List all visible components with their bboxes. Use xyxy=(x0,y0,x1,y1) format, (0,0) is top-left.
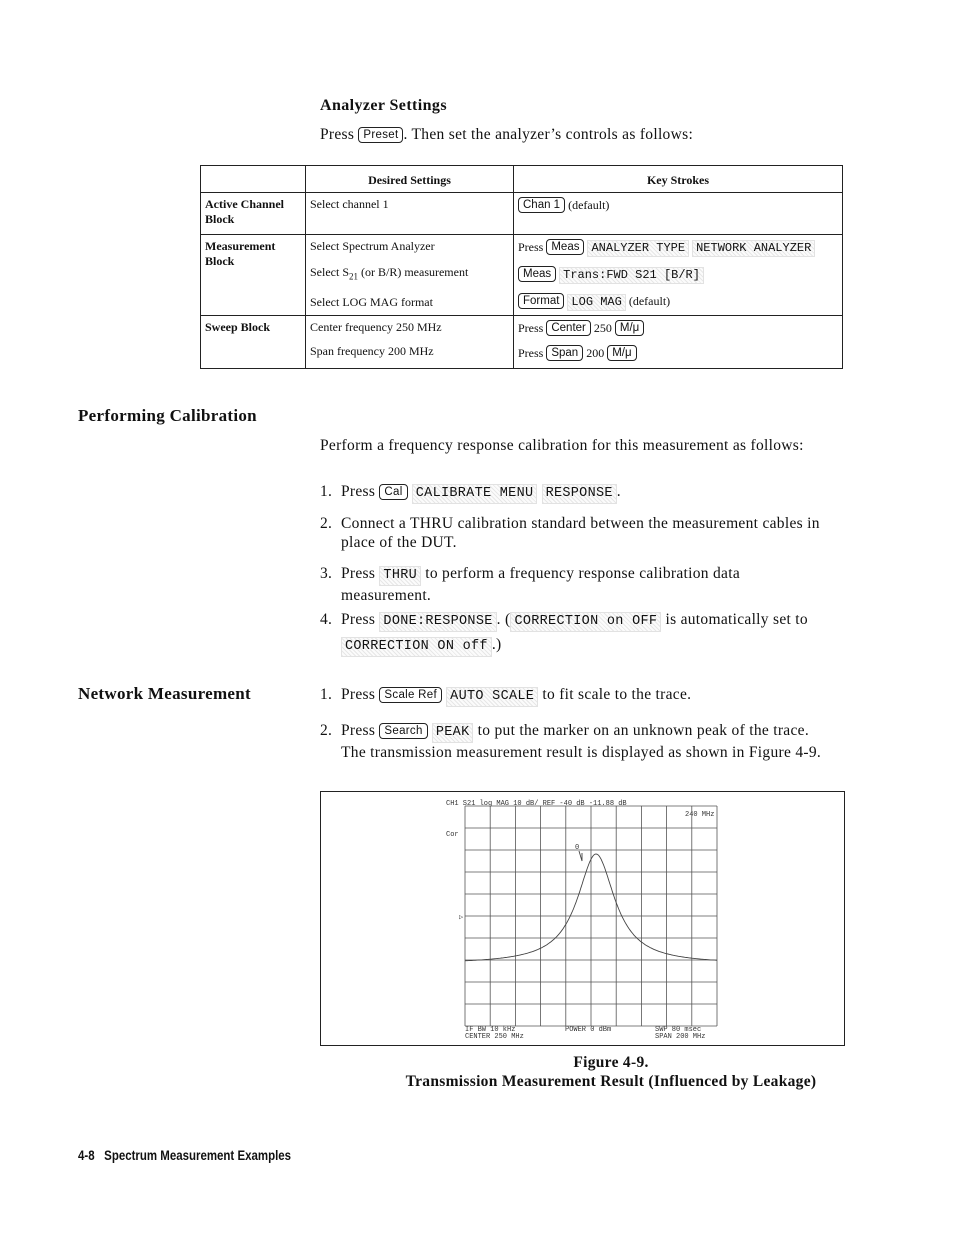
table-header-empty xyxy=(201,166,306,193)
step-3-rest: to perform a frequency response calibration data measurement. xyxy=(341,565,741,604)
analyzer-type-softkey: ANALYZER TYPE xyxy=(587,240,689,257)
press-text: Press xyxy=(518,321,544,335)
step-number: 2. xyxy=(320,515,333,532)
measurement-setting-3: Select LOG MAG format xyxy=(310,295,433,310)
step-number: 2. xyxy=(320,722,333,739)
screen-bottom-right-1: SWP 80 msec xyxy=(655,1026,702,1034)
press-text: Press xyxy=(341,483,376,500)
screen-marker-freq: 240 MHz xyxy=(685,811,715,819)
press-text: Press xyxy=(341,611,376,628)
screen-bottom-mid-1: POWER 0 dBm xyxy=(565,1026,612,1034)
step-1-rest: to fit scale to the trace. xyxy=(542,686,692,703)
measurement-keys-line-3 xyxy=(518,293,838,311)
measurement-setting-2 xyxy=(310,265,509,284)
step-4-end: .) xyxy=(491,636,502,653)
measurement-keys xyxy=(514,235,843,316)
table-header-desired-settings: Desired Settings xyxy=(306,166,514,193)
figure-title: Transmission Measurement Result (Influenced by Leakage) xyxy=(405,1073,817,1090)
log-mag-suffix: (default) xyxy=(628,294,671,308)
span-value: 200 xyxy=(586,346,605,360)
center-hardkey: Center xyxy=(546,320,591,336)
press-text: Press xyxy=(341,722,376,739)
row-label-sweep: Sweep Block xyxy=(201,316,306,369)
step-4-mid2: is automatically set to xyxy=(665,611,808,628)
press-text: Press xyxy=(341,565,376,582)
active-channel-keys xyxy=(514,193,843,235)
table-header-key-strokes: Key Strokes xyxy=(514,166,843,193)
calibration-intro: Perform a frequency response calibration for this measurement as follows: xyxy=(320,437,804,454)
cal-hardkey: Cal xyxy=(379,484,407,500)
analyzer-settings-intro xyxy=(320,125,693,144)
page-number: 4-8 xyxy=(78,1148,95,1163)
search-hardkey: Search xyxy=(379,723,427,739)
sweep-keys-line-2 xyxy=(518,345,838,361)
row-label-active-channel: Active Channel Block xyxy=(201,193,306,235)
footer-section: Spectrum Measurement Examples xyxy=(104,1148,292,1163)
meas-hardkey: Meas xyxy=(546,239,584,255)
measurement-settings xyxy=(306,235,514,316)
trans-fwd-s21-softkey: Trans:FWD S21 [B/R] xyxy=(559,267,704,284)
section-heading-network-measurement: Network Measurement xyxy=(78,684,251,703)
screen-marker-label: 0 xyxy=(575,844,580,852)
step-4-mid: . ( xyxy=(496,611,511,628)
screen-top-line: CH1 S21 log MAG 10 dB/ REF -40 dB -11.88 dB xyxy=(446,800,627,808)
screen-bottom-left-1: IF BW 10 kHz xyxy=(465,1026,516,1034)
done-response-softkey: DONE:RESPONSE xyxy=(379,612,496,632)
step-text xyxy=(341,607,836,657)
screen-bottom-right-2: SPAN 200 MHz xyxy=(655,1033,706,1041)
step-number: 4. xyxy=(320,611,333,628)
step-text xyxy=(341,564,821,605)
chan1-hardkey: Chan 1 xyxy=(518,197,565,213)
settings-table xyxy=(200,165,843,369)
press-text: Press xyxy=(518,240,544,254)
screen-cor: Cor xyxy=(446,831,459,839)
m-mu-hardkey-2: M/μ xyxy=(607,345,636,361)
section-heading-performing-calibration: Performing Calibration xyxy=(78,406,257,425)
meas-hardkey-2: Meas xyxy=(518,266,556,282)
intro-rest-text: . Then set the analyzer’s controls as follows: xyxy=(403,126,694,143)
page-footer xyxy=(78,1148,291,1163)
thru-softkey: THRU xyxy=(379,566,421,586)
screen-bottom-left-2: CENTER 250 MHz xyxy=(465,1033,524,1041)
marker-triangle-icon xyxy=(579,851,582,861)
step-number: 1. xyxy=(320,483,333,500)
log-mag-softkey: LOG MAG xyxy=(567,294,625,311)
sweep-keys-line-1 xyxy=(518,320,838,336)
network-analyzer-softkey: NETWORK ANALYZER xyxy=(692,240,815,257)
step-text xyxy=(341,685,841,707)
scale-ref-hardkey: Scale Ref xyxy=(379,687,442,703)
analyzer-screen xyxy=(321,792,844,1045)
press-text: Press xyxy=(341,686,376,703)
active-channel-suffix: (default) xyxy=(568,198,610,212)
format-hardkey: Format xyxy=(518,293,564,309)
active-channel-setting: Select channel 1 xyxy=(306,193,514,235)
s-param-label: Select S xyxy=(310,265,349,279)
step-text: Connect a THRU calibration standard between the measurement cables in place of the DUT. xyxy=(341,515,820,551)
measurement-keys-line-2 xyxy=(518,266,838,284)
screen-ref-marker: ▷ xyxy=(459,914,464,922)
correction-on-softkey: CORRECTION ON off xyxy=(341,637,492,657)
s-param-subscript: 21 xyxy=(349,271,358,282)
preset-hardkey: Preset xyxy=(358,127,403,143)
figure-label: Figure 4-9. xyxy=(573,1054,649,1071)
step-text xyxy=(341,721,833,762)
press-text: Press xyxy=(518,346,544,360)
correction-on-off-softkey: CORRECTION on OFF xyxy=(510,612,661,632)
screen-graticule xyxy=(465,806,717,1026)
step-text xyxy=(341,482,841,504)
step-end: . xyxy=(616,483,621,500)
sweep-keys xyxy=(514,316,843,369)
s-param-rest: (or B/R) measurement xyxy=(358,265,469,279)
calibrate-menu-softkey: CALIBRATE MENU xyxy=(412,484,538,504)
sweep-setting-2: Span frequency 200 MHz xyxy=(310,344,434,358)
intro-press-text: Press xyxy=(320,126,355,143)
m-mu-hardkey: M/μ xyxy=(615,320,644,336)
center-value: 250 xyxy=(593,321,612,335)
measurement-setting-1: Select Spectrum Analyzer xyxy=(310,239,435,253)
step-number: 1. xyxy=(320,686,333,703)
auto-scale-softkey: AUTO SCALE xyxy=(446,687,538,707)
measurement-keys-line-1 xyxy=(518,239,838,257)
sweep-setting-1: Center frequency 250 MHz xyxy=(310,320,442,334)
section-heading-analyzer-settings: Analyzer Settings xyxy=(320,97,447,114)
peak-softkey: PEAK xyxy=(432,723,474,743)
row-label-measurement: Measurement Block xyxy=(201,235,306,316)
sweep-settings xyxy=(306,316,514,369)
span-hardkey: Span xyxy=(546,345,583,361)
response-softkey: RESPONSE xyxy=(542,484,617,504)
step-number: 3. xyxy=(320,565,333,582)
figure-4-9-frame xyxy=(320,791,845,1046)
step-2-rest: to put the marker on an unknown peak of the trace. The transmission measurement result is displayed as shown in Figure 4-9. xyxy=(341,722,822,761)
